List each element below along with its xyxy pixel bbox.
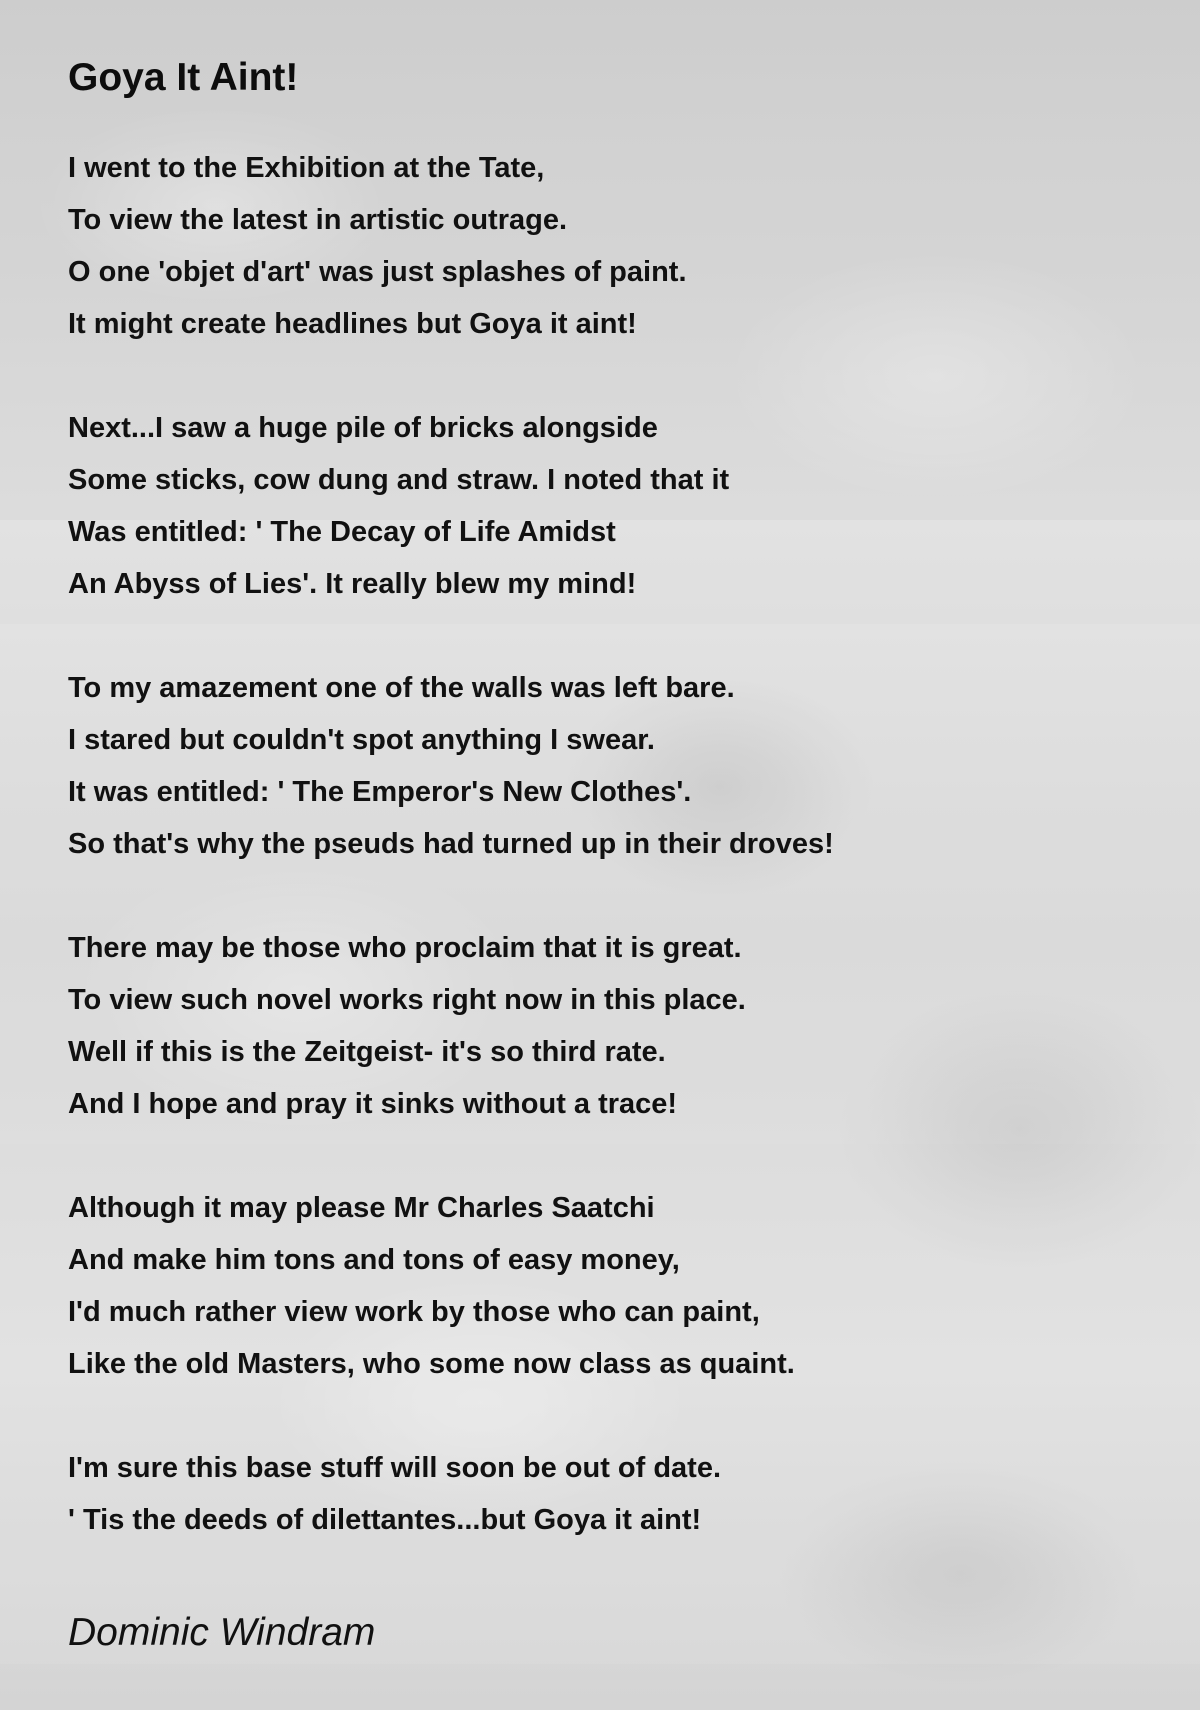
- poem-line: An Abyss of Lies'. It really blew my mind!: [68, 568, 637, 600]
- poem-line: Like the old Masters, who some now class as quaint.: [68, 1348, 795, 1380]
- poem-line: O one 'objet d'art' was just splashes of paint.: [68, 256, 687, 288]
- poem-line: Some sticks, cow dung and straw. I noted that it: [68, 464, 730, 496]
- poem-line: Was entitled: ' The Decay of Life Amidst: [68, 516, 616, 548]
- poem-line: I'm sure this base stuff will soon be out of date.: [68, 1452, 722, 1484]
- stanza-2: [68, 402, 1148, 610]
- poem-line: To view such novel works right now in this place.: [68, 984, 746, 1016]
- poem-author: Dominic Windram: [68, 1611, 376, 1654]
- poem-line: To my amazement one of the walls was left bare.: [68, 672, 735, 704]
- poem-line: It was entitled: ' The Emperor's New Clothes'.: [68, 776, 692, 808]
- stanza-6: [68, 1442, 1148, 1546]
- poem-line: I'd much rather view work by those who can paint,: [68, 1296, 760, 1328]
- poem-line: There may be those who proclaim that it is great.: [68, 932, 742, 964]
- poem-line: Next...I saw a huge pile of bricks alongside: [68, 412, 658, 444]
- poem-line: Although it may please Mr Charles Saatchi: [68, 1192, 655, 1224]
- poem-line: I stared but couldn't spot anything I swear.: [68, 724, 655, 756]
- poem-line: It might create headlines but Goya it aint!: [68, 308, 637, 340]
- stanza-3: [68, 662, 1148, 870]
- stanza-5: [68, 1182, 1148, 1390]
- poem-line: ' Tis the deeds of dilettantes...but Goya it aint!: [68, 1504, 702, 1536]
- poem-title: Goya It Aint!: [68, 56, 299, 99]
- stanza-4: [68, 922, 1148, 1130]
- poem-line: I went to the Exhibition at the Tate,: [68, 152, 545, 184]
- poem-line: To view the latest in artistic outrage.: [68, 204, 568, 236]
- poem-line: And I hope and pray it sinks without a trace!: [68, 1088, 678, 1120]
- poem-line: So that's why the pseuds had turned up in their droves!: [68, 828, 834, 860]
- poem-line: Well if this is the Zeitgeist- it's so third rate.: [68, 1036, 666, 1068]
- poem: [68, 48, 1148, 1598]
- stanza-1: [68, 142, 1148, 350]
- poem-line: And make him tons and tons of easy money,: [68, 1244, 680, 1276]
